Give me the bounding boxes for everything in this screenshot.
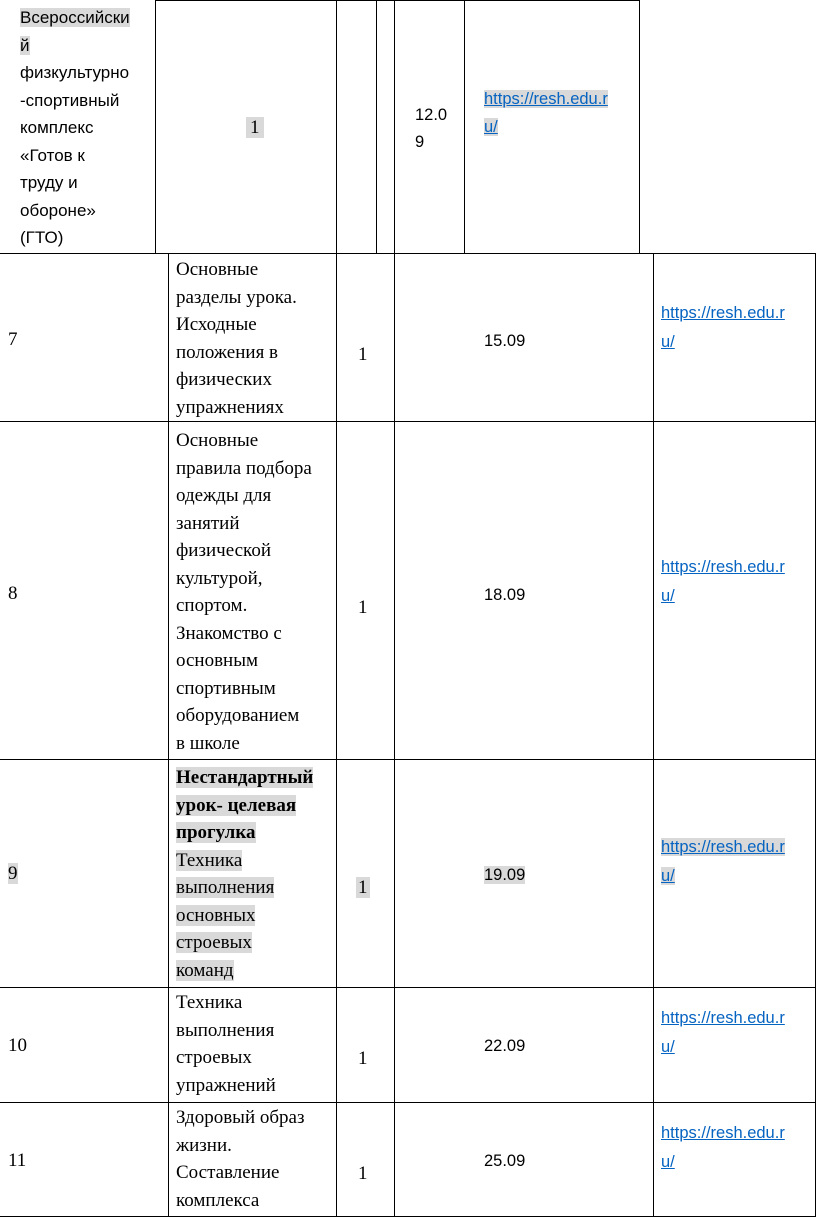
table-border — [155, 0, 640, 1]
resource-link[interactable]: u/ — [661, 1037, 675, 1056]
topic-line: Всероссийски — [20, 8, 130, 27]
topic-line: Исходные — [176, 314, 257, 335]
topic-line: Техника — [176, 849, 243, 871]
topic-line: Основные — [176, 259, 259, 280]
topic-line: команд — [176, 959, 234, 981]
hours-value: 1 — [358, 877, 368, 898]
topic-line: в школе — [176, 732, 240, 754]
date-cell — [484, 862, 525, 890]
row-number: 8 — [8, 583, 18, 604]
table-border — [464, 0, 465, 253]
topic-line: комплекс — [20, 118, 94, 137]
date-value: 25.09 — [484, 1152, 526, 1170]
row-number: 7 — [8, 329, 18, 350]
topic-line: выполнения — [176, 877, 275, 898]
date-line: 9 — [415, 133, 425, 151]
resource-link[interactable]: u/ — [661, 332, 675, 351]
hours-value: 1 — [358, 344, 368, 365]
table-border — [0, 1216, 816, 1217]
resource-cell — [661, 1119, 785, 1176]
topic-cell — [176, 764, 336, 984]
resource-link[interactable]: https://resh.edu.r — [661, 558, 785, 576]
topic-line: упражнениях — [176, 396, 284, 418]
topic-line: физических — [176, 369, 272, 390]
resource-cell — [661, 1004, 785, 1061]
hours-cell — [246, 114, 264, 142]
resource-cell — [661, 833, 785, 890]
date-cell — [415, 102, 447, 156]
topic-line: Здоровый образ — [176, 1107, 305, 1128]
hours-cell — [356, 874, 370, 902]
topic-line: правила подбора — [176, 457, 312, 479]
topic-line: строевых — [176, 932, 252, 953]
topic-line: жизни. — [176, 1134, 232, 1156]
hours-value: 1 — [358, 1163, 368, 1184]
topic-line: упражнений — [176, 1074, 276, 1096]
date-value: 19.09 — [484, 866, 526, 884]
resource-cell — [661, 299, 785, 356]
row-number-value: 9 — [8, 863, 18, 884]
topic-line: (ГТО) — [20, 228, 64, 247]
topic-line: выполнения — [176, 1019, 275, 1041]
topic-line: оборудованием — [176, 705, 300, 726]
resource-link[interactable]: u/ — [661, 866, 675, 885]
topic-cell-gto — [20, 4, 154, 252]
topic-line: физкультурно — [20, 63, 130, 82]
resource-link[interactable]: u/ — [661, 586, 675, 605]
table-border — [376, 0, 377, 253]
topic-cell — [176, 256, 336, 421]
topic-line: «Готов к — [20, 145, 85, 165]
date-value: 15.09 — [484, 332, 526, 350]
resource-cell — [661, 553, 785, 610]
topic-line: физической — [176, 540, 271, 561]
topic-line: спортивным — [176, 677, 276, 699]
topic-bold-line: урок- целевая — [176, 794, 297, 816]
topic-line: занятий — [176, 512, 240, 534]
topic-line: положения в — [176, 341, 279, 363]
topic-line: обороне» — [20, 200, 96, 220]
resource-link[interactable]: https://resh.edu.r — [484, 90, 608, 108]
topic-cell — [176, 989, 336, 1099]
hours-value: 1 — [358, 597, 368, 618]
table-border — [336, 0, 337, 253]
table-border — [394, 0, 395, 253]
topic-line: Знакомство с — [176, 622, 282, 644]
table-row — [0, 760, 816, 987]
topic-line: Основные — [176, 430, 259, 451]
date-value: 18.09 — [484, 586, 526, 604]
table-border — [155, 0, 156, 253]
topic-line: -спортивный — [20, 90, 120, 110]
date-line: 12.0 — [415, 106, 448, 124]
topic-cell — [176, 427, 336, 757]
row-number: 11 — [8, 1150, 27, 1171]
resource-link[interactable]: u/ — [661, 1152, 675, 1171]
resource-link[interactable]: https://resh.edu.r — [661, 838, 785, 856]
row-number — [8, 860, 18, 888]
row-number: 10 — [8, 1035, 27, 1056]
topic-line: спортом. — [176, 595, 248, 616]
table-row — [0, 422, 816, 759]
topic-line: разделы урока. — [176, 286, 297, 308]
topic-cell — [176, 1104, 336, 1214]
topic-line: комплекса — [176, 1189, 260, 1211]
resource-link[interactable]: https://resh.edu.r — [661, 1124, 785, 1142]
topic-bold-line: Нестандартный — [176, 767, 314, 788]
hours-value: 1 — [246, 117, 264, 138]
table-border — [639, 0, 640, 253]
topic-line: основным — [176, 650, 259, 671]
topic-line: Составление — [176, 1162, 280, 1183]
topic-bold-line: прогулка — [176, 822, 256, 843]
topic-line: основных — [176, 904, 256, 926]
hours-value: 1 — [358, 1048, 368, 1069]
topic-line: культурой, — [176, 567, 263, 589]
table-row — [0, 988, 816, 1102]
topic-line: строевых — [176, 1047, 252, 1068]
topic-line: Техника — [176, 992, 243, 1013]
topic-line: й — [20, 35, 30, 55]
resource-cell — [484, 86, 608, 141]
resource-link[interactable]: u/ — [484, 117, 498, 136]
table-row — [0, 1103, 816, 1216]
table-row — [0, 254, 816, 421]
resource-link[interactable]: https://resh.edu.r — [661, 304, 785, 322]
date-value: 22.09 — [484, 1037, 526, 1055]
topic-line: труду и — [20, 173, 78, 192]
resource-link[interactable]: https://resh.edu.r — [661, 1009, 785, 1027]
topic-line: одежды для — [176, 485, 272, 506]
